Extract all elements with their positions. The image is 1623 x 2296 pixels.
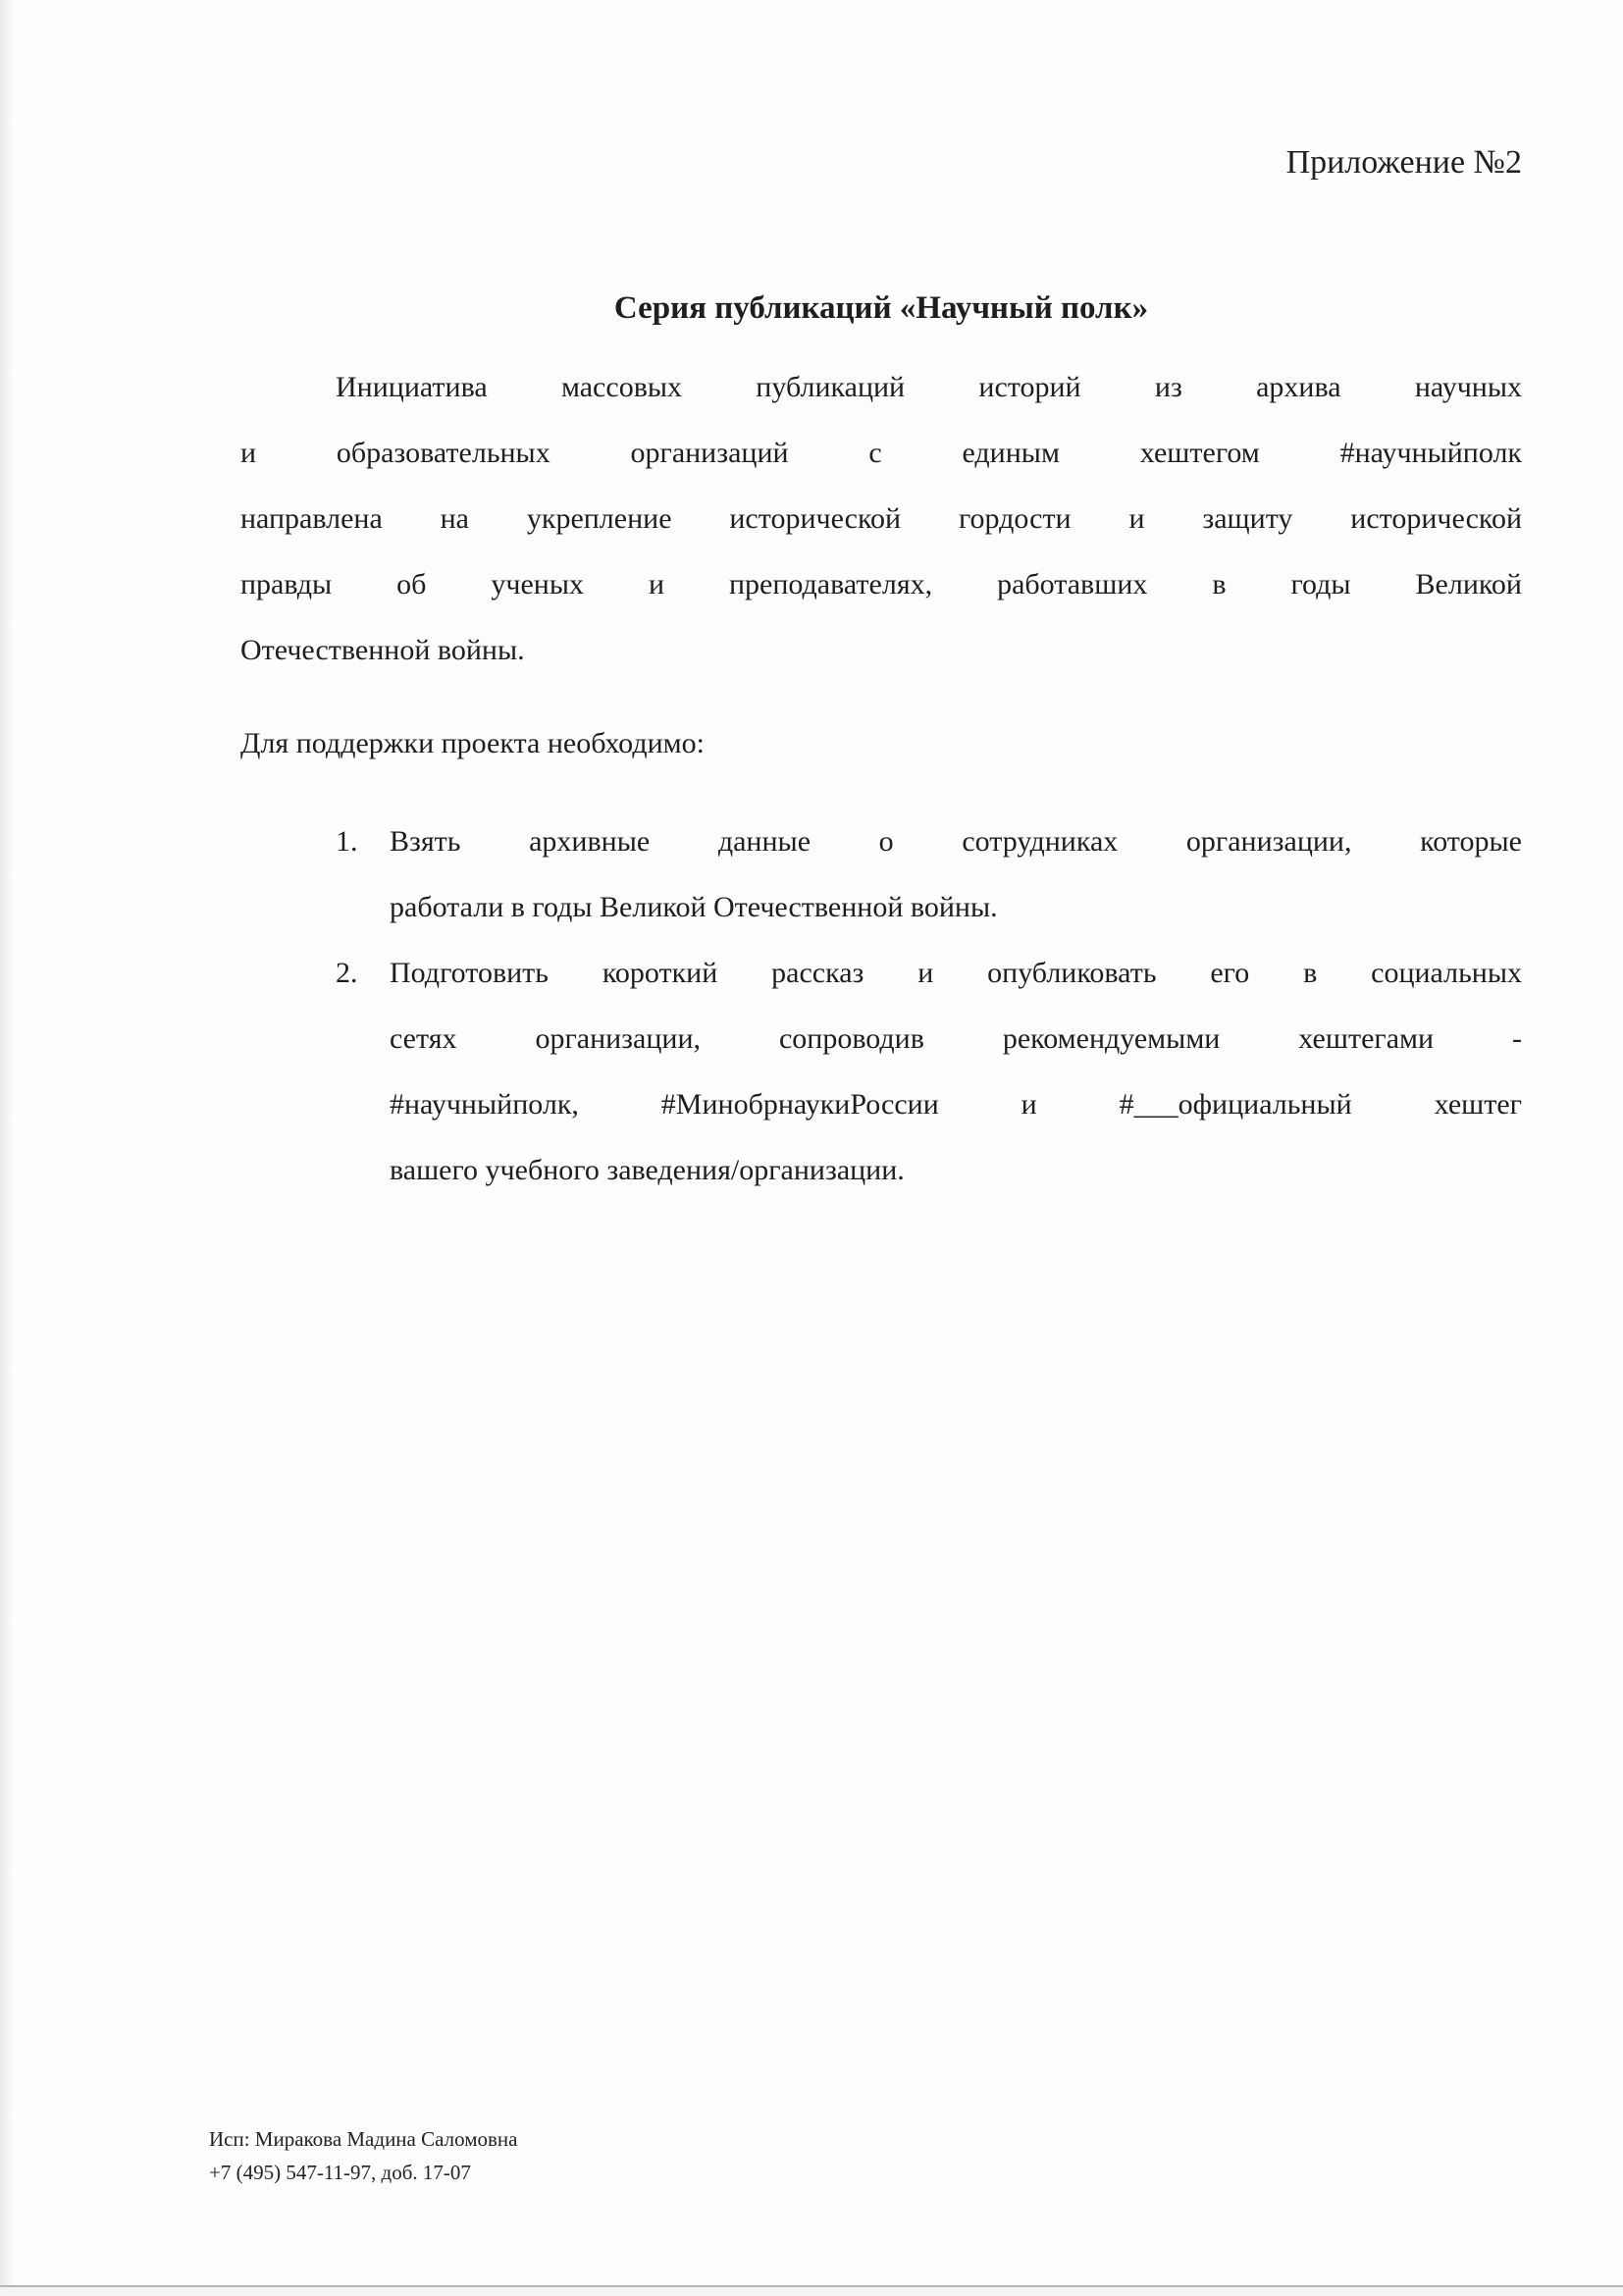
item-2-line-3: #научныйполк, #МинобрнаукиРоссии и #___официальный хештег: [390, 1088, 1522, 1121]
support-heading: Для поддержки проекта необходимо:: [240, 727, 705, 759]
item-1-line-1: Взять архивные данные о сотрудниках организации, которые: [390, 825, 1522, 858]
intro-line-5: Отечественной войны.: [240, 634, 525, 666]
intro-line-4: правды об ученых и преподавателях, работавших в годы Великой: [240, 568, 1522, 600]
intro-paragraph: [240, 354, 1522, 683]
footer-phone: +7 (495) 547-11-97, доб. 17-07: [209, 2161, 471, 2184]
task-list-item-2: [336, 940, 1522, 1203]
task-list-item-1: [336, 809, 1522, 940]
scan-bottom-edge: [0, 2285, 1623, 2296]
document-title: Серия публикаций «Научный полк»: [613, 290, 1149, 326]
footer-executor: Исп: Миракова Мадина Саломовна: [209, 2127, 518, 2151]
list-item-2-number: 2.: [336, 957, 358, 989]
intro-line-2: и образовательных организаций с единым хештегом #научныйполк: [240, 437, 1522, 469]
item-2-line-4: вашего учебного заведения/организации.: [390, 1154, 905, 1186]
item-1-line-2: работали в годы Великой Отечественной войны.: [390, 891, 998, 923]
intro-line-3: направлена на укрепление исторической гордости и защиту исторической: [240, 502, 1522, 535]
annex-label: Приложение №2: [1285, 144, 1522, 181]
item-2-line-1: Подготовить короткий рассказ и опубликовать его в социальных: [390, 957, 1522, 989]
list-item-1-number: 1.: [336, 825, 358, 858]
footer-contact: [209, 2122, 517, 2189]
task-list: [240, 809, 1522, 1203]
intro-line-1: Инициатива массовых публикаций историй из архива научных: [336, 371, 1522, 403]
scan-left-edge: [0, 0, 14, 2296]
item-2-line-2: сетях организации, сопроводив рекомендуемыми хештегами -: [390, 1022, 1522, 1055]
